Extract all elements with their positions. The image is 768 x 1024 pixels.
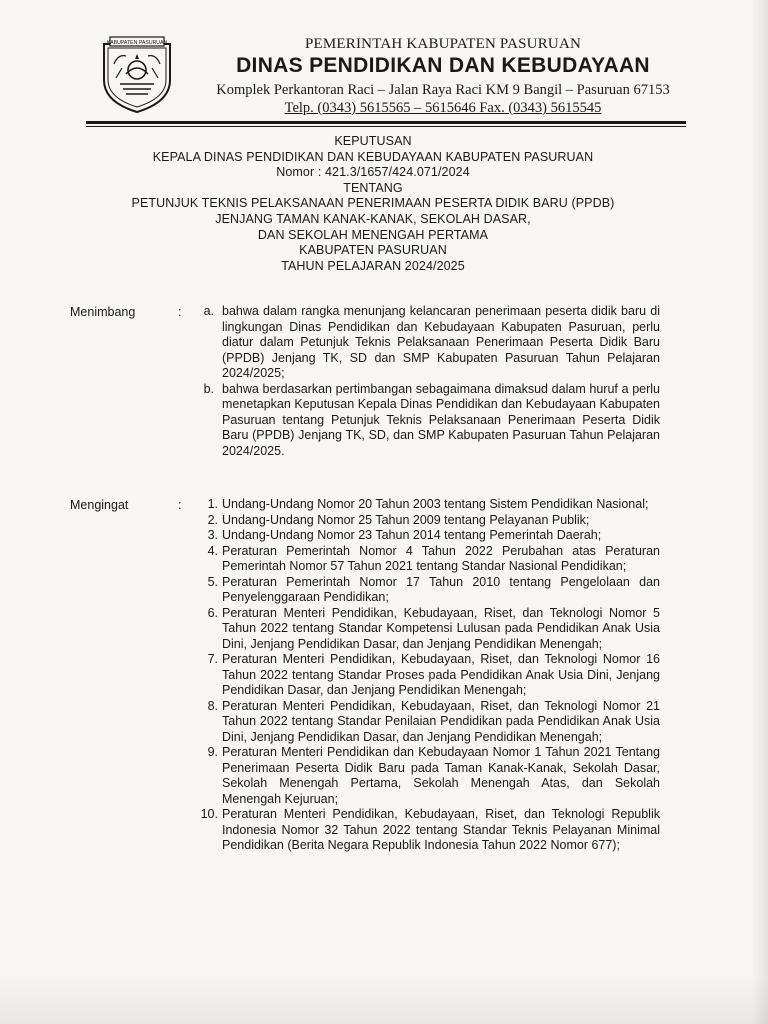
item-marker: 8. xyxy=(207,698,218,713)
coat-of-arms-logo xyxy=(98,34,176,114)
decree-number: Nomor : 421.3/1657/424.071/2024 xyxy=(276,165,470,180)
item-marker: 7. xyxy=(207,652,218,666)
menimbang-label: Menimbang xyxy=(70,305,136,319)
item-marker: 6. xyxy=(207,605,218,620)
title-line: KEPALA DINAS PENDIDIKAN DAN KEBUDAYAAN KABUPATEN PASURUAN xyxy=(152,149,594,164)
item-marker: 2. xyxy=(207,512,218,527)
list-item xyxy=(194,304,660,382)
item-text: Peraturan Menteri Pendidikan, Kebudayaan, Riset, dan Teknologi Republik Indonesia Nomor 32 Tahun 2022 tentang Standar Teknis Pelayanan Minimal Pendidikan (Berita Negara Republik Indonesia Tahun 2022 Nomor 677); xyxy=(222,807,660,852)
title-line: DAN SEKOLAH MENENGAH PERTAMA xyxy=(257,227,489,242)
item-text: bahwa dalam rangka menunjang kelancaran penerimaan peserta didik baru di lingkungan Dinas Pendidikan dan Kebudayaan Kabupaten Pasuruan, perlu diatur dalam Petunjuk Teknis Pelaksanaan Penerimaan Peserta Didik Baru (PPDB) Jenjang TK, SD dan SMP Kabupaten Pasuruan Tahun Pelajaran 2024/2025; xyxy=(222,304,660,380)
item-marker: 9. xyxy=(207,745,218,759)
item-marker: 4. xyxy=(207,543,218,558)
item-text: Peraturan Menteri Pendidikan, Kebudayaan, Riset, dan Teknologi Nomor 5 Tahun 2022 tentang Standar Kompetensi Lulusan pada Pendidikan Anak Usia Dini, Jenjang Pendidikan Dasar, dan Jenjang Pendidikan Menengah; xyxy=(222,605,660,651)
agency-name: DINAS PENDIDIKAN DAN KEBUDAYAAN xyxy=(236,54,650,77)
title-line: KEPUTUSAN xyxy=(334,134,412,148)
government-name: PEMERINTAH KABUPATEN PASURUAN xyxy=(304,36,582,52)
agency-address: Komplek Perkantoran Raci – Jalan Raya Raci KM 9 Bangil – Pasuruan 67153 xyxy=(216,82,670,98)
list-item xyxy=(194,575,660,606)
header-rule-thick xyxy=(86,121,686,124)
header-rule-thin xyxy=(86,126,686,127)
list-item xyxy=(194,513,660,529)
letterhead xyxy=(200,36,686,117)
item-text: bahwa berdasarkan pertimbangan sebagaimana dimaksud dalam huruf a perlu menetapkan Keputusan Kepala Dinas Pendidikan dan Kebudayaan Kabupaten Pasuruan tentang Petunjuk Teknis Pelaksanaan Penerimaan Peserta Didik Baru (PPDB) Jenjang TK, SD, dan SMP Kabupaten Pasuruan Tahun Pelajaran 2024/2025. xyxy=(222,381,660,458)
item-marker: 5. xyxy=(207,574,218,589)
item-marker: a. xyxy=(203,304,214,318)
mengingat-label: Mengingat xyxy=(70,498,129,512)
list-item xyxy=(194,745,660,807)
item-marker: b. xyxy=(203,381,214,396)
title-line: TAHUN PELAJARAN 2024/2025 xyxy=(281,258,465,273)
logo-text: KABUPATEN PASURUAN xyxy=(106,40,168,46)
title-line: KABUPATEN PASURUAN xyxy=(299,243,447,258)
list-item xyxy=(194,652,660,699)
list-item xyxy=(194,606,660,653)
item-text: Undang-Undang Nomor 23 Tahun 2014 tentang Pemerintah Daerah; xyxy=(222,528,602,542)
item-marker: 1. xyxy=(207,497,218,511)
agency-phone: Telp. (0343) 5615565 – 5615646 Fax. (0343) 5615545 xyxy=(284,100,602,116)
menimbang-colon: : xyxy=(178,305,182,319)
decree-title xyxy=(66,134,680,274)
mengingat-list xyxy=(194,497,660,854)
list-item xyxy=(194,544,660,575)
item-text: Peraturan Pemerintah Nomor 4 Tahun 2022 Perubahan atas Peraturan Pemerintah Nomor 57 Tahun 2021 tentang Standar Nasional Pendidikan; xyxy=(222,543,660,573)
title-line: PETUNJUK TEKNIS PELAKSANAAN PENERIMAAN PESERTA DIDIK BARU (PPDB) xyxy=(131,196,615,211)
item-text: Undang-Undang Nomor 20 Tahun 2003 tentang Sistem Pendidikan Nasional; xyxy=(222,497,649,511)
list-item xyxy=(194,699,660,746)
title-line: TENTANG xyxy=(343,180,403,195)
item-marker: 10. xyxy=(200,807,218,821)
page-edge-shadow xyxy=(752,0,768,1024)
menimbang-list xyxy=(194,304,660,459)
item-text: Peraturan Pemerintah Nomor 17 Tahun 2010 tentang Pengelolaan dan Penyelenggaraan Pendidikan; xyxy=(222,574,660,604)
list-item xyxy=(194,382,660,460)
mengingat-colon: : xyxy=(178,498,182,512)
item-text: Peraturan Menteri Pendidikan dan Kebudayaan Nomor 1 Tahun 2021 Tentang Penerimaan Peserta Didik Baru pada Taman Kanak-Kanak, Sekolah Dasar, Sekolah Menengah Pertama, Sekolah Menengah Atas, dan Sekolah Menengah Kejuruan; xyxy=(222,745,660,806)
title-line: JENJANG TAMAN KANAK-KANAK, SEKOLAH DASAR, xyxy=(215,211,531,226)
list-item xyxy=(194,528,660,544)
item-text: Peraturan Menteri Pendidikan, Kebudayaan, Riset, dan Teknologi Nomor 21 Tahun 2022 tentang Standar Penilaian Pendidikan pada Pendidikan Anak Usia Dini, Jenjang Pendidikan Dasar, dan Jenjang Pendidikan Menengah; xyxy=(222,698,660,744)
item-text: Undang-Undang Nomor 25 Tahun 2009 tentang Pelayanan Publik; xyxy=(222,512,590,527)
page-bottom-shadow xyxy=(0,974,768,1024)
list-item xyxy=(194,807,660,854)
item-marker: 3. xyxy=(207,528,218,542)
list-item xyxy=(194,497,660,513)
item-text: Peraturan Menteri Pendidikan, Kebudayaan, Riset, dan Teknologi Nomor 16 Tahun 2022 tentang Standar Proses pada Pendidikan Anak Usia Dini, Jenjang Pendidikan Dasar, dan Jenjang Pendidikan Menengah; xyxy=(222,652,660,697)
